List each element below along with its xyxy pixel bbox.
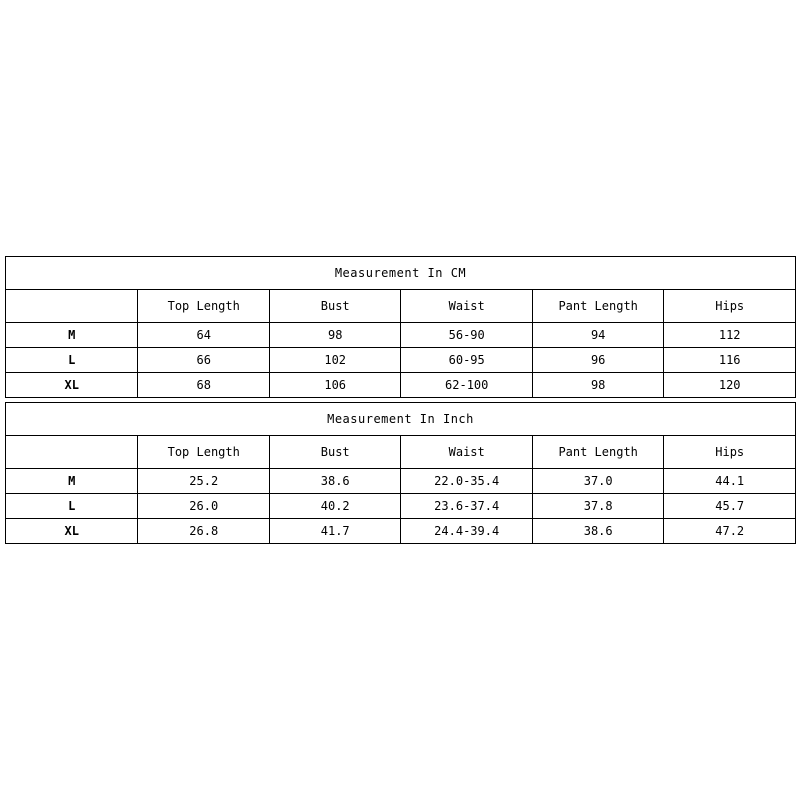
table-title: Measurement In Inch	[6, 403, 796, 436]
header-cell-top-length: Top Length	[138, 436, 269, 469]
header-cell-size	[6, 290, 138, 323]
hips-cell: 47.2	[664, 519, 796, 544]
waist-cell: 24.4-39.4	[401, 519, 532, 544]
header-cell-pant-length: Pant Length	[532, 290, 663, 323]
table-row	[6, 469, 796, 494]
header-cell-size	[6, 436, 138, 469]
header-cell-hips: Hips	[664, 290, 796, 323]
top-length-cell: 25.2	[138, 469, 269, 494]
table-row	[6, 494, 796, 519]
size-chart-inch	[5, 402, 796, 544]
bust-cell: 41.7	[269, 519, 400, 544]
bust-cell: 38.6	[269, 469, 400, 494]
header-cell-bust: Bust	[269, 290, 400, 323]
bust-cell: 40.2	[269, 494, 400, 519]
size-label: M	[6, 469, 138, 494]
size-label: M	[6, 323, 138, 348]
size-label: L	[6, 348, 138, 373]
bust-cell: 106	[269, 373, 400, 398]
table-title-row	[6, 257, 796, 290]
waist-cell: 60-95	[401, 348, 532, 373]
hips-cell: 120	[664, 373, 796, 398]
top-length-cell: 64	[138, 323, 269, 348]
top-length-cell: 68	[138, 373, 269, 398]
pant-length-cell: 96	[532, 348, 663, 373]
size-chart-cm	[5, 256, 796, 398]
hips-cell: 116	[664, 348, 796, 373]
header-cell-bust: Bust	[269, 436, 400, 469]
header-cell-waist: Waist	[401, 436, 532, 469]
header-cell-waist: Waist	[401, 290, 532, 323]
pant-length-cell: 37.0	[532, 469, 663, 494]
top-length-cell: 66	[138, 348, 269, 373]
waist-cell: 62-100	[401, 373, 532, 398]
bust-cell: 98	[269, 323, 400, 348]
top-length-cell: 26.8	[138, 519, 269, 544]
header-cell-top-length: Top Length	[138, 290, 269, 323]
hips-cell: 44.1	[664, 469, 796, 494]
size-label: XL	[6, 519, 138, 544]
top-length-cell: 26.0	[138, 494, 269, 519]
hips-cell: 112	[664, 323, 796, 348]
header-row	[6, 436, 796, 469]
pant-length-cell: 94	[532, 323, 663, 348]
header-cell-pant-length: Pant Length	[532, 436, 663, 469]
table-title: Measurement In CM	[6, 257, 796, 290]
pant-length-cell: 38.6	[532, 519, 663, 544]
table-row	[6, 519, 796, 544]
table-row	[6, 373, 796, 398]
table-row	[6, 323, 796, 348]
table-title-row	[6, 403, 796, 436]
size-label: L	[6, 494, 138, 519]
waist-cell: 56-90	[401, 323, 532, 348]
waist-cell: 22.0-35.4	[401, 469, 532, 494]
pant-length-cell: 37.8	[532, 494, 663, 519]
bust-cell: 102	[269, 348, 400, 373]
waist-cell: 23.6-37.4	[401, 494, 532, 519]
table-row	[6, 348, 796, 373]
header-row	[6, 290, 796, 323]
hips-cell: 45.7	[664, 494, 796, 519]
header-cell-hips: Hips	[664, 436, 796, 469]
size-label: XL	[6, 373, 138, 398]
pant-length-cell: 98	[532, 373, 663, 398]
